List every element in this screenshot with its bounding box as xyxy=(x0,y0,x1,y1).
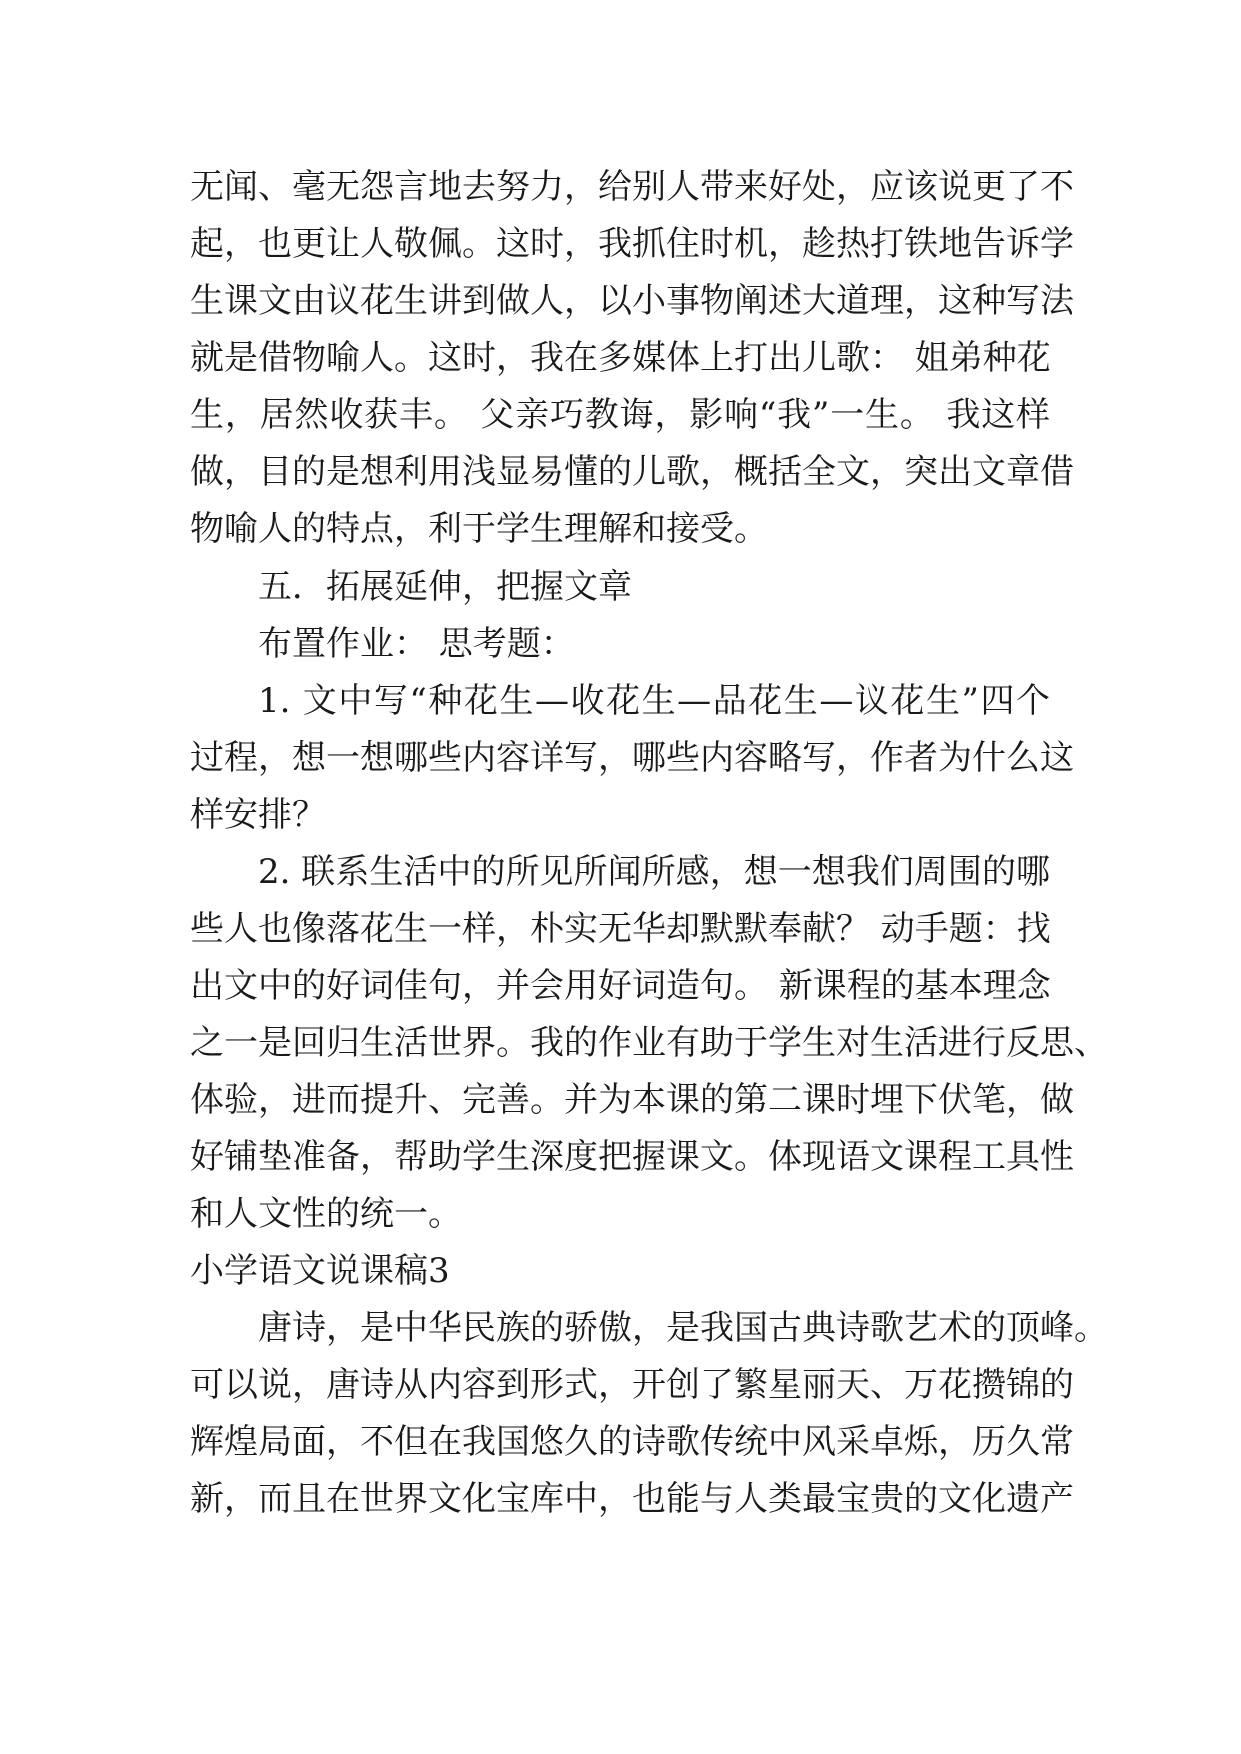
section-heading: 五．拓展延伸，把握文章 xyxy=(258,567,632,607)
question-1-line: 过程，想一想哪些内容详写，哪些内容略写，作者为什么这 xyxy=(190,738,1074,778)
question-2-line: 2. 联系生活中的所见所闻所感，想一想我们周围的哪 xyxy=(258,852,1050,892)
question-2-line: 之一是回归生活世界。我的作业有助于学生对生活进行反思、 xyxy=(190,1023,1108,1063)
body-text-line: 辉煌局面，不但在我国悠久的诗歌传统中风采卓烁，历久常 xyxy=(190,1422,1074,1462)
question-2-line: 些人也像落花生一样，朴实无华却默默奉献？ 动手题：找 xyxy=(190,909,1051,949)
question-2-line: 好铺垫准备，帮助学生深度把握课文。体现语文课程工具性 xyxy=(190,1137,1074,1177)
body-text-line: 唐诗，是中华民族的骄傲，是我国古典诗歌艺术的顶峰。 xyxy=(258,1308,1108,1348)
body-text-line: 生课文由议花生讲到做人，以小事物阐述大道理，这种写法 xyxy=(190,281,1074,321)
body-text-line: 物喻人的特点，利于学生理解和接受。 xyxy=(190,509,768,549)
body-text-line: 可以说，唐诗从内容到形式，开创了繁星丽天、万花攒锦的 xyxy=(190,1365,1074,1405)
question-2-line: 和人文性的统一。 xyxy=(190,1194,462,1234)
body-text-line: 无闻、毫无怨言地去努力，给别人带来好处，应该说更了不 xyxy=(190,167,1074,207)
question-1-line: 1. 文中写“种花生—收花生—品花生—议花生”四个 xyxy=(258,681,1050,721)
question-1-line: 样安排？ xyxy=(190,795,326,835)
document-title: 小学语文说课稿3 xyxy=(190,1251,450,1291)
assignment-label: 布置作业： 思考题： xyxy=(258,624,575,664)
body-text-line: 做，目的是想利用浅显易懂的儿歌，概括全文，突出文章借 xyxy=(190,452,1074,492)
question-2-line: 出文中的好词佳句，并会用好词造句。 新课程的基本理念 xyxy=(190,966,1051,1006)
question-2-line: 体验，进而提升、完善。并为本课的第二课时埋下伏笔，做 xyxy=(190,1080,1074,1120)
body-text-line: 起，也更让人敬佩。这时，我抓住时机，趁热打铁地告诉学 xyxy=(190,224,1074,264)
body-text-line: 新，而且在世界文化宝库中，也能与人类最宝贵的文化遗产 xyxy=(190,1479,1074,1519)
body-text-line: 生，居然收获丰。 父亲巧教诲，影响“我”一生。 我这样 xyxy=(190,395,1050,435)
body-text-line: 就是借物喻人。这时，我在多媒体上打出儿歌： 姐弟种花 xyxy=(190,338,1051,378)
